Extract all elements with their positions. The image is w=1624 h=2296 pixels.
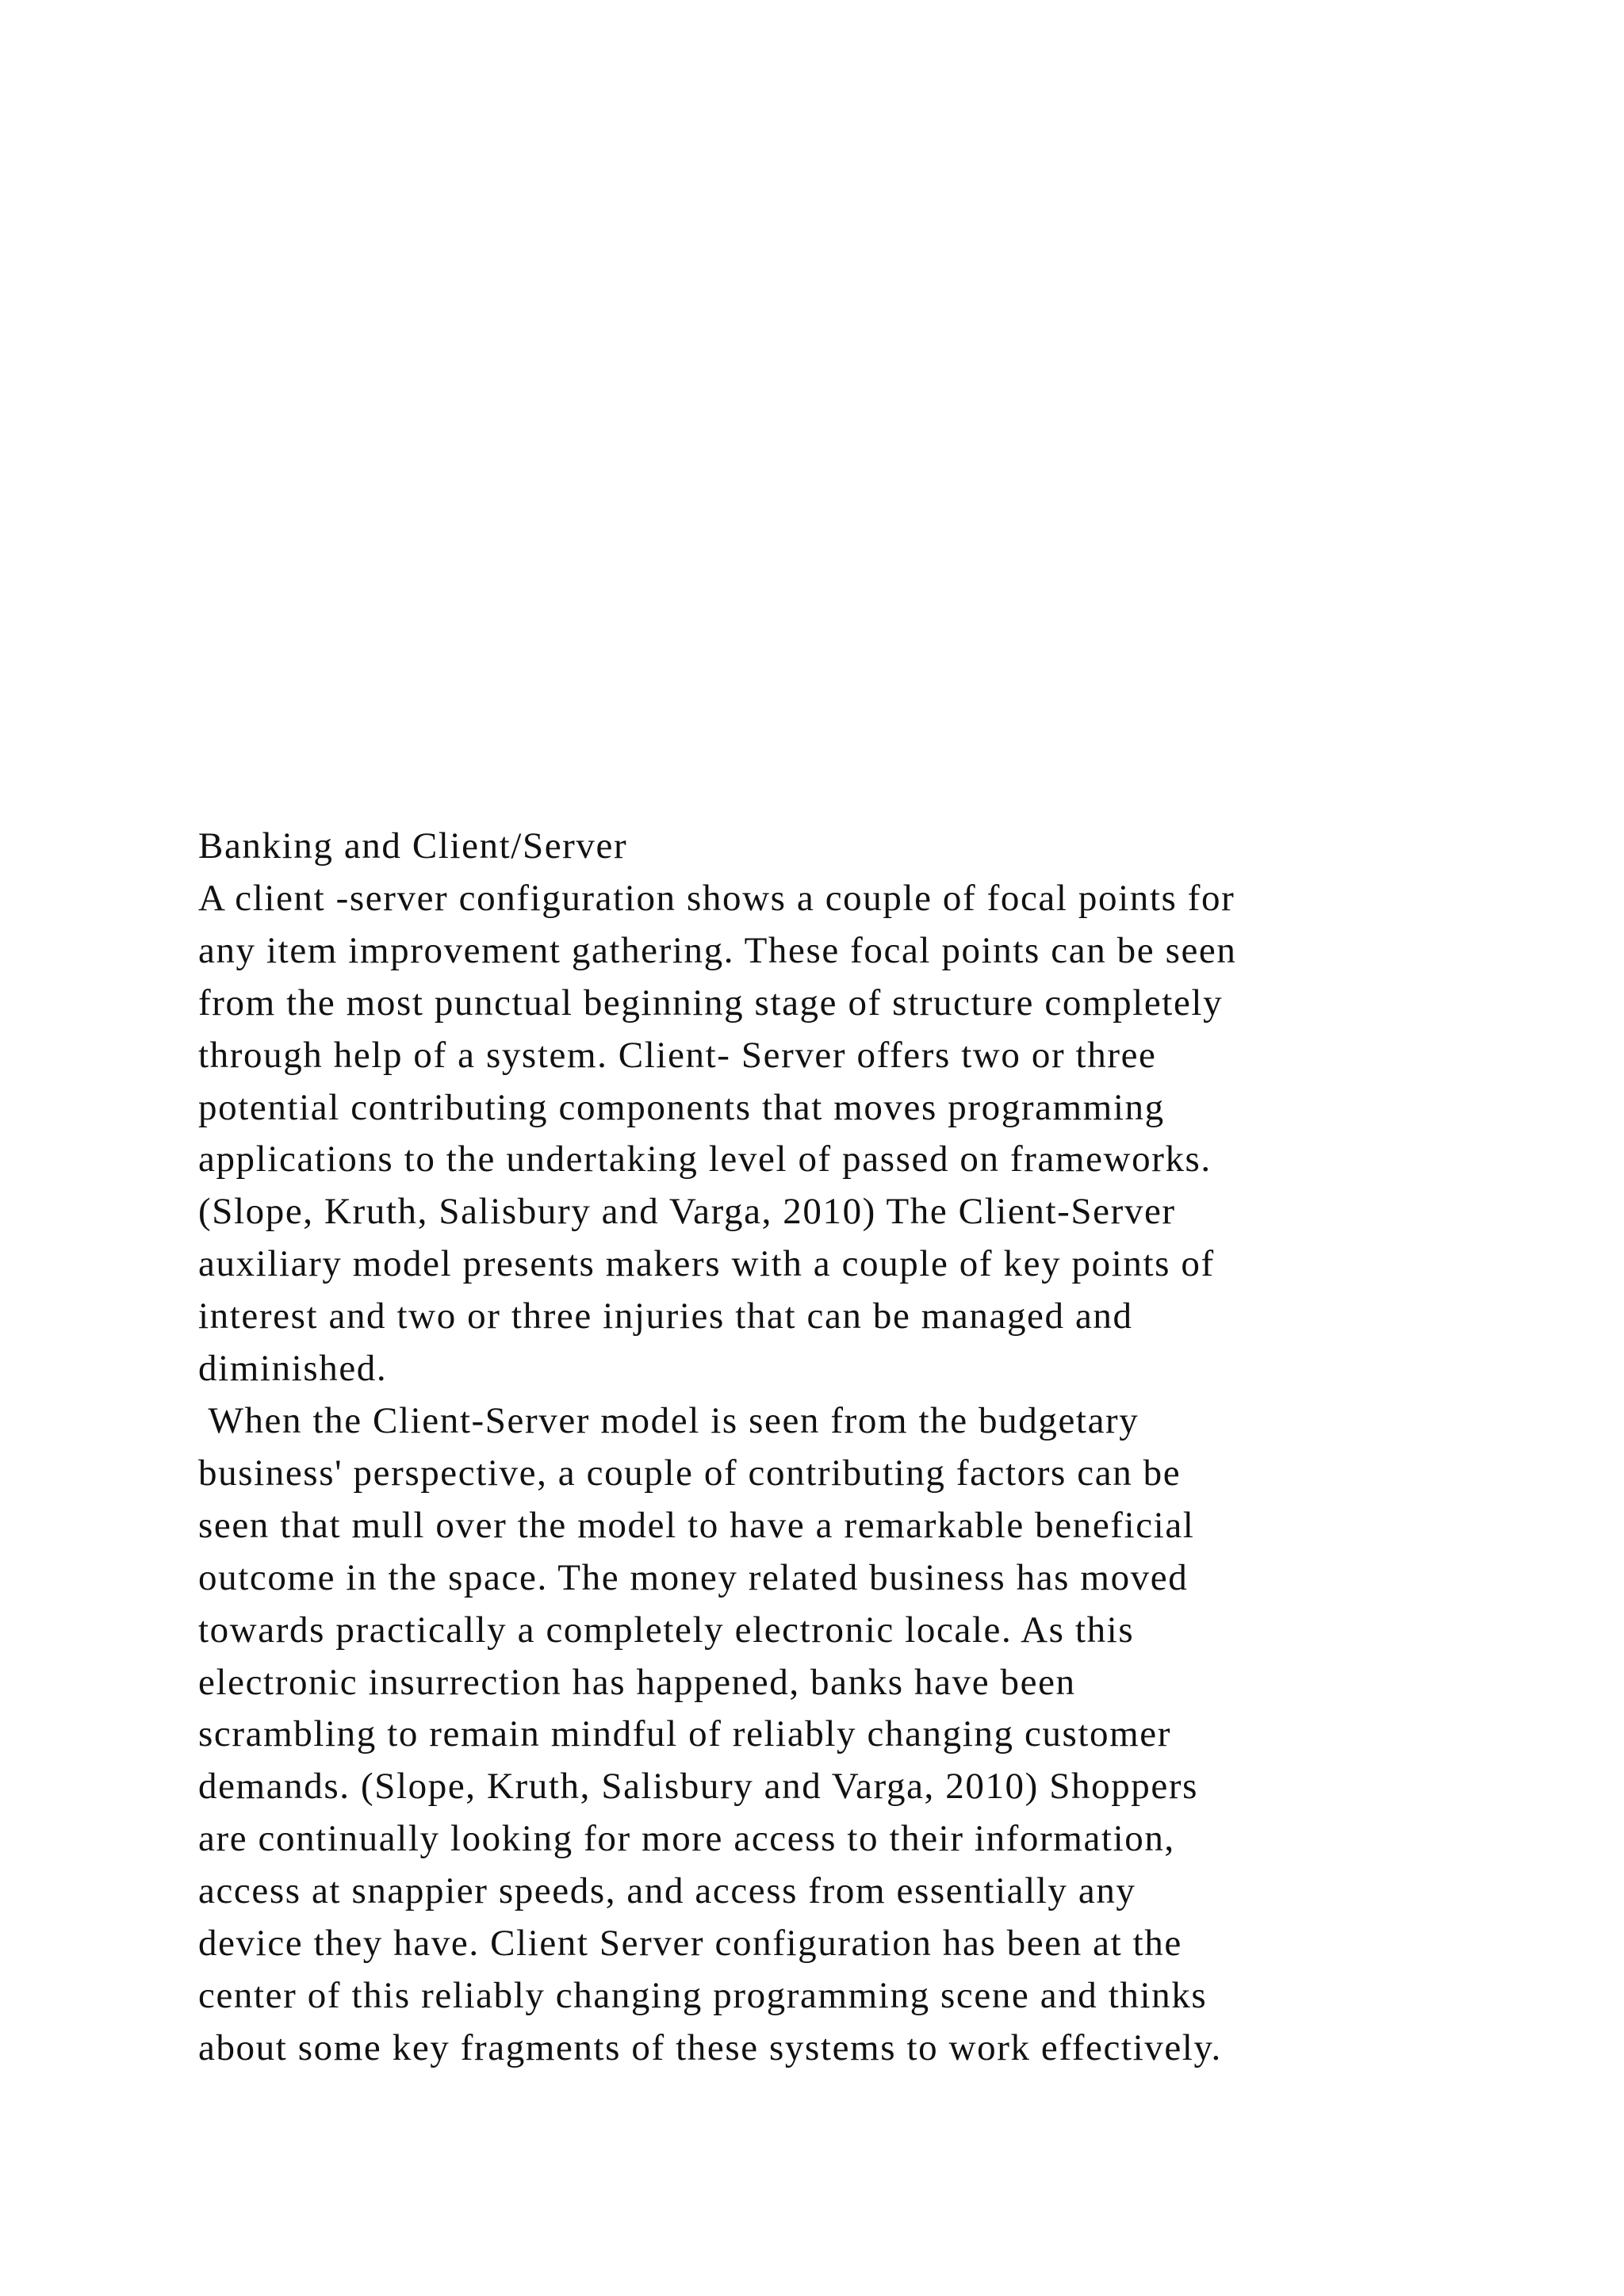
- text-line: any item improvement gathering. These focal points can be seen: [198, 929, 1237, 971]
- text-line: When the Client-Server model is seen from the budgetary: [198, 1399, 1139, 1441]
- text-line: access at snappier speeds, and access from essentially any: [198, 1870, 1136, 1912]
- text-line: from the most punctual beginning stage of structure completely: [198, 982, 1224, 1024]
- document-title: Banking and Client/Server: [198, 825, 628, 867]
- text-line: center of this reliably changing programming scene and thinks: [198, 1974, 1208, 2016]
- text-line: outcome in the space. The money related business has moved: [198, 1556, 1189, 1598]
- text-line: (Slope, Kruth, Salisbury and Varga, 2010) The Client-Server: [198, 1191, 1176, 1233]
- text-line: applications to the undertaking level of passed on frameworks.: [198, 1138, 1212, 1181]
- text-line: towards practically a completely electronic locale. As this: [198, 1609, 1135, 1651]
- text-line: electronic insurrection has happened, banks have been: [198, 1661, 1076, 1703]
- text-line: are continually looking for more access to their information,: [198, 1818, 1175, 1860]
- text-line: A client -server configuration shows a couple of focal points for: [198, 877, 1235, 919]
- text-line: scrambling to remain mindful of reliably changing customer: [198, 1713, 1172, 1755]
- text-line: diminished.: [198, 1348, 388, 1390]
- text-line: business' perspective, a couple of contributing factors can be: [198, 1452, 1182, 1494]
- text-line: auxiliary model presents makers with a couple of key points of: [198, 1243, 1215, 1285]
- text-line: about some key fragments of these systems to work effectively.: [198, 2026, 1222, 2068]
- text-line: device they have. Client Server configuration has been at the: [198, 1923, 1182, 1965]
- document-body: [198, 821, 1546, 2075]
- text-line: seen that mull over the model to have a remarkable beneficial: [198, 1504, 1195, 1546]
- text-line: through help of a system. Client- Server offers two or three: [198, 1034, 1157, 1076]
- text-line: interest and two or three injuries that can be managed and: [198, 1295, 1133, 1337]
- text-line: potential contributing components that moves programming: [198, 1086, 1165, 1128]
- text-line: demands. (Slope, Kruth, Salisbury and Varga, 2010) Shoppers: [198, 1766, 1198, 1808]
